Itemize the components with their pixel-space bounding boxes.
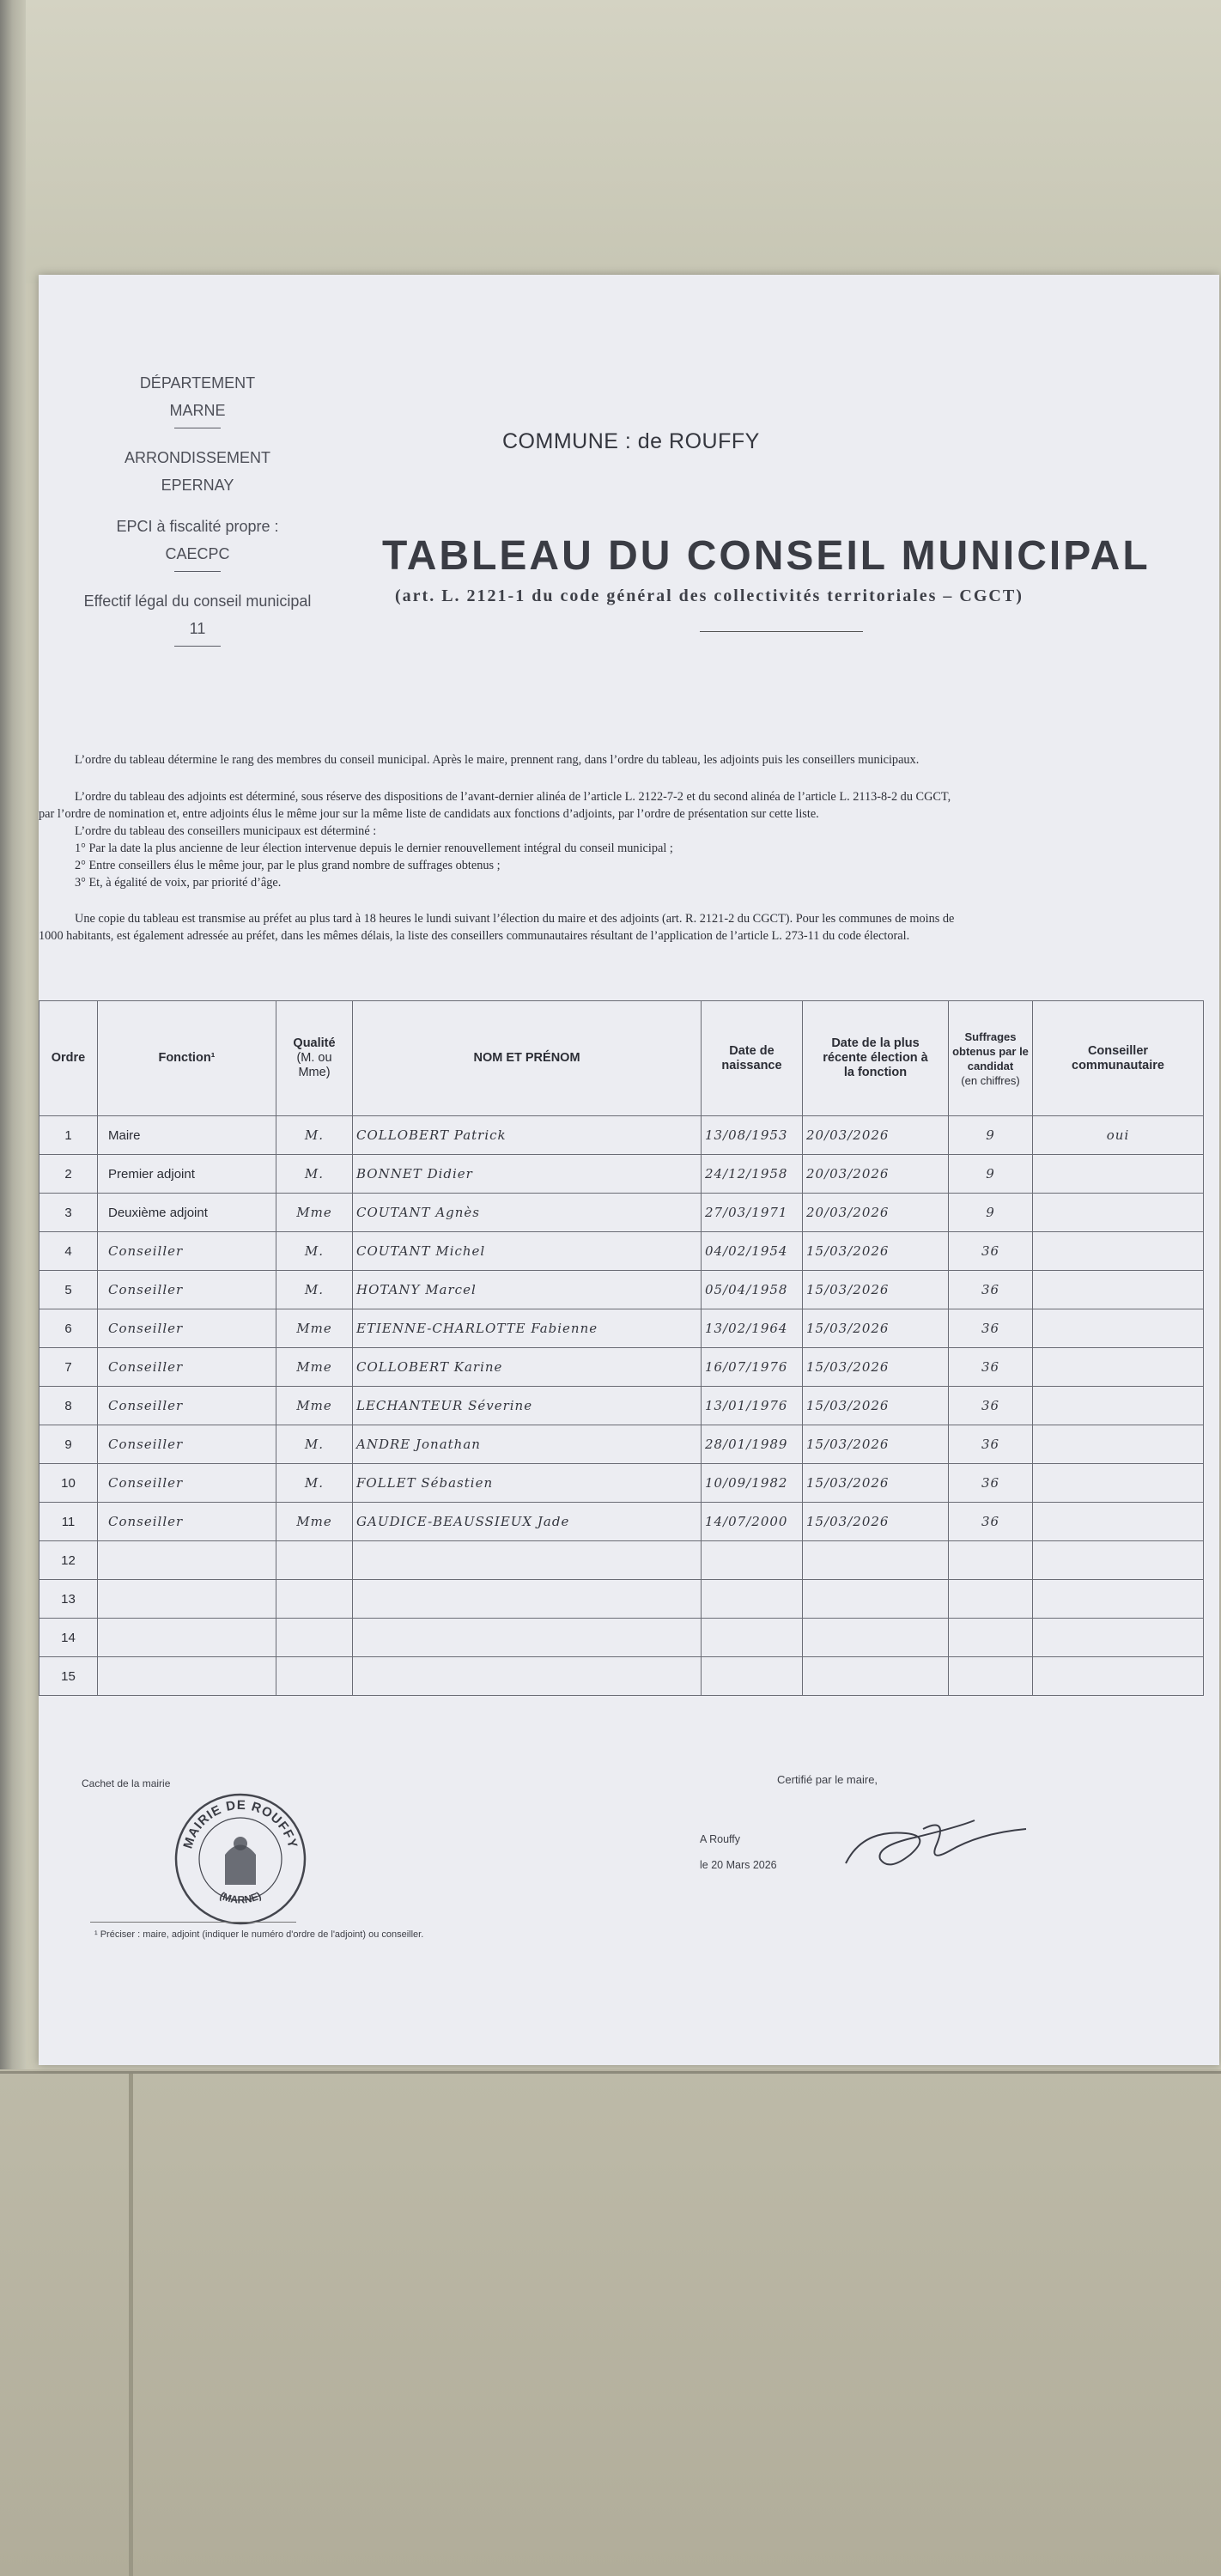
cell-qualite: Mme bbox=[276, 1387, 353, 1425]
cell-communautaire bbox=[1033, 1309, 1204, 1348]
intro-line: L’ordre du tableau des adjoints est déterminé, sous réserve des dispositions de l’avant-dernier alinéa de l’article L. 2122-7-2 et du second alinéa de l’article L. 2113-8-2 du CGCT, bbox=[75, 790, 951, 804]
cell-qualite: M. bbox=[276, 1425, 353, 1464]
cell-qualite: Mme bbox=[276, 1348, 353, 1387]
header-fonction: Fonction¹ bbox=[98, 1001, 276, 1116]
cell-ordre: 15 bbox=[39, 1657, 98, 1696]
cell-ordre: 3 bbox=[39, 1194, 98, 1232]
cell-communautaire bbox=[1033, 1155, 1204, 1194]
divider bbox=[174, 571, 221, 572]
cell-naissance bbox=[702, 1619, 803, 1657]
cell-ordre: 4 bbox=[39, 1232, 98, 1271]
cell-ordre: 7 bbox=[39, 1348, 98, 1387]
table-row bbox=[39, 1503, 1204, 1541]
header-ordre: Ordre bbox=[39, 1001, 98, 1116]
cell-suffrages: 36 bbox=[949, 1309, 1033, 1348]
signature-place: A Rouffy bbox=[700, 1833, 741, 1845]
cell-nom: COLLOBERT Patrick bbox=[353, 1116, 702, 1155]
certifie-label: Certifié par le maire, bbox=[777, 1773, 878, 1786]
cell-ordre: 8 bbox=[39, 1387, 98, 1425]
cell-election: 20/03/2026 bbox=[803, 1116, 949, 1155]
cell-ordre: 14 bbox=[39, 1619, 98, 1657]
cell-fonction: Conseiller bbox=[98, 1387, 276, 1425]
cell-naissance: 24/12/1958 bbox=[702, 1155, 803, 1194]
cell-ordre: 5 bbox=[39, 1271, 98, 1309]
cabinet-seam bbox=[0, 2071, 1221, 2074]
cell-qualite bbox=[276, 1580, 353, 1619]
cell-fonction bbox=[98, 1580, 276, 1619]
cell-qualite bbox=[276, 1541, 353, 1580]
cell-nom bbox=[353, 1619, 702, 1657]
cell-election: 20/03/2026 bbox=[803, 1155, 949, 1194]
cell-naissance: 13/02/1964 bbox=[702, 1309, 803, 1348]
cell-fonction: Conseiller bbox=[98, 1425, 276, 1464]
svg-text:MAIRIE DE ROUFFY: MAIRIE DE ROUFFY bbox=[180, 1797, 301, 1850]
cell-communautaire bbox=[1033, 1348, 1204, 1387]
page-title: TABLEAU DU CONSEIL MUNICIPAL bbox=[382, 533, 1151, 579]
header-nom: NOM ET PRÉNOM bbox=[353, 1001, 702, 1116]
cell-qualite: Mme bbox=[276, 1503, 353, 1541]
cabinet-panel bbox=[0, 2069, 1221, 2576]
cell-qualite: M. bbox=[276, 1155, 353, 1194]
intro-paragraph-2 bbox=[39, 788, 951, 891]
title-underline bbox=[700, 631, 863, 632]
document-sheet bbox=[39, 275, 1219, 2065]
cell-suffrages: 9 bbox=[949, 1155, 1033, 1194]
table-row bbox=[39, 1271, 1204, 1309]
cell-suffrages: 36 bbox=[949, 1271, 1033, 1309]
cell-fonction: Premier adjoint bbox=[98, 1155, 276, 1194]
header-qualite: Qualité (M. ou Mme) bbox=[276, 1001, 353, 1116]
cell-election bbox=[803, 1619, 949, 1657]
cell-nom: FOLLET Sébastien bbox=[353, 1464, 702, 1503]
cell-communautaire bbox=[1033, 1464, 1204, 1503]
cell-fonction bbox=[98, 1541, 276, 1580]
cell-qualite: M. bbox=[276, 1464, 353, 1503]
cell-ordre: 12 bbox=[39, 1541, 98, 1580]
cell-qualite: M. bbox=[276, 1232, 353, 1271]
cell-ordre: 10 bbox=[39, 1464, 98, 1503]
cell-communautaire bbox=[1033, 1194, 1204, 1232]
cell-naissance: 28/01/1989 bbox=[702, 1425, 803, 1464]
epci-value: CAECPC bbox=[165, 545, 230, 562]
cell-election bbox=[803, 1580, 949, 1619]
cell-naissance: 13/08/1953 bbox=[702, 1116, 803, 1155]
cell-communautaire bbox=[1033, 1271, 1204, 1309]
cell-naissance bbox=[702, 1541, 803, 1580]
cell-nom: ANDRE Jonathan bbox=[353, 1425, 702, 1464]
cell-election bbox=[803, 1657, 949, 1696]
table-row bbox=[39, 1387, 1204, 1425]
arrondissement-value: EPERNAY bbox=[161, 477, 234, 494]
cell-qualite: Mme bbox=[276, 1194, 353, 1232]
table-row bbox=[39, 1425, 1204, 1464]
cell-fonction: Conseiller bbox=[98, 1464, 276, 1503]
cell-election: 15/03/2026 bbox=[803, 1232, 949, 1271]
cell-ordre: 13 bbox=[39, 1580, 98, 1619]
cell-communautaire bbox=[1033, 1232, 1204, 1271]
footnote-rule bbox=[90, 1922, 296, 1923]
intro-line: 1000 habitants, est également adressée au préfet, dans les mêmes délais, la liste des conseillers communautaires résultant de l’application de l’article L. 273-11 du code électoral. bbox=[39, 929, 910, 943]
cell-suffrages: 9 bbox=[949, 1194, 1033, 1232]
administrative-block bbox=[73, 369, 322, 662]
cell-fonction: Conseiller bbox=[98, 1503, 276, 1541]
cell-ordre: 1 bbox=[39, 1116, 98, 1155]
cell-suffrages: 36 bbox=[949, 1425, 1033, 1464]
cell-fonction: Conseiller bbox=[98, 1348, 276, 1387]
cell-ordre: 11 bbox=[39, 1503, 98, 1541]
cell-qualite: M. bbox=[276, 1271, 353, 1309]
signature-date: le 20 Mars 2026 bbox=[700, 1859, 777, 1871]
cell-qualite bbox=[276, 1619, 353, 1657]
epci-label: EPCI à fiscalité propre : bbox=[116, 518, 279, 535]
cell-fonction bbox=[98, 1619, 276, 1657]
mayor-signature bbox=[829, 1795, 1035, 1889]
table-row bbox=[39, 1541, 1204, 1580]
cell-election: 15/03/2026 bbox=[803, 1309, 949, 1348]
divider bbox=[174, 646, 221, 647]
header-naissance: Date de naissance bbox=[702, 1001, 803, 1116]
cell-election: 15/03/2026 bbox=[803, 1503, 949, 1541]
cell-nom bbox=[353, 1657, 702, 1696]
cell-naissance: 05/04/1958 bbox=[702, 1271, 803, 1309]
mairie-stamp bbox=[172, 1790, 309, 1928]
table-row bbox=[39, 1580, 1204, 1619]
cell-fonction bbox=[98, 1657, 276, 1696]
cell-suffrages bbox=[949, 1657, 1033, 1696]
cell-nom: COUTANT Agnès bbox=[353, 1194, 702, 1232]
cell-naissance: 10/09/1982 bbox=[702, 1464, 803, 1503]
cell-fonction: Deuxième adjoint bbox=[98, 1194, 276, 1232]
cell-nom: COLLOBERT Karine bbox=[353, 1348, 702, 1387]
arrondissement-label: ARRONDISSEMENT bbox=[124, 449, 270, 466]
page-subtitle: (art. L. 2121-1 du code général des collectivités territoriales – CGCT) bbox=[395, 586, 1024, 605]
cell-election: 20/03/2026 bbox=[803, 1194, 949, 1232]
cell-ordre: 9 bbox=[39, 1425, 98, 1464]
cabinet-post bbox=[129, 2074, 133, 2576]
cell-naissance: 14/07/2000 bbox=[702, 1503, 803, 1541]
cell-election: 15/03/2026 bbox=[803, 1387, 949, 1425]
table-row bbox=[39, 1309, 1204, 1348]
table-row bbox=[39, 1619, 1204, 1657]
cell-suffrages bbox=[949, 1580, 1033, 1619]
cell-suffrages: 36 bbox=[949, 1348, 1033, 1387]
cell-communautaire bbox=[1033, 1580, 1204, 1619]
cell-suffrages bbox=[949, 1541, 1033, 1580]
cell-qualite: M. bbox=[276, 1116, 353, 1155]
cell-suffrages: 36 bbox=[949, 1232, 1033, 1271]
cell-fonction: Maire bbox=[98, 1116, 276, 1155]
intro-paragraph-3 bbox=[39, 910, 954, 945]
cell-naissance: 16/07/1976 bbox=[702, 1348, 803, 1387]
cell-communautaire bbox=[1033, 1387, 1204, 1425]
cell-election bbox=[803, 1541, 949, 1580]
commune-name: COMMUNE : de ROUFFY bbox=[502, 429, 760, 453]
cell-nom bbox=[353, 1541, 702, 1580]
table-row bbox=[39, 1155, 1204, 1194]
cell-naissance: 04/02/1954 bbox=[702, 1232, 803, 1271]
cell-nom: LECHANTEUR Séverine bbox=[353, 1387, 702, 1425]
departement-label: DÉPARTEMENT bbox=[139, 374, 256, 392]
cell-communautaire bbox=[1033, 1425, 1204, 1464]
cell-election: 15/03/2026 bbox=[803, 1464, 949, 1503]
cell-ordre: 6 bbox=[39, 1309, 98, 1348]
cell-communautaire bbox=[1033, 1503, 1204, 1541]
cell-election: 15/03/2026 bbox=[803, 1425, 949, 1464]
effectif-label: Effectif légal du conseil municipal bbox=[83, 592, 312, 610]
cell-qualite: Mme bbox=[276, 1309, 353, 1348]
cell-nom bbox=[353, 1580, 702, 1619]
table-row bbox=[39, 1464, 1204, 1503]
cell-nom: HOTANY Marcel bbox=[353, 1271, 702, 1309]
cell-fonction: Conseiller bbox=[98, 1232, 276, 1271]
intro-paragraph-1: L’ordre du tableau détermine le rang des membres du conseil municipal. Après le maire, prennent rang, dans l’ordre du tableau, les adjoints puis les conseillers municipaux. bbox=[75, 753, 920, 767]
intro-line: Une copie du tableau est transmise au préfet au plus tard à 18 heures le lundi suivant l’élection du maire et des adjoints (art. R. 2121-2 du CGCT). Pour les communes de moins de bbox=[75, 912, 955, 926]
cell-election: 15/03/2026 bbox=[803, 1348, 949, 1387]
cell-nom: COUTANT Michel bbox=[353, 1232, 702, 1271]
intro-line: 1° Par la date la plus ancienne de leur élection intervenue depuis le dernier renouvellement intégral du conseil municipal ; bbox=[75, 841, 673, 855]
cell-nom: GAUDICE-BEAUSSIEUX Jade bbox=[353, 1503, 702, 1541]
cell-communautaire bbox=[1033, 1541, 1204, 1580]
cell-qualite bbox=[276, 1657, 353, 1696]
cell-communautaire bbox=[1033, 1619, 1204, 1657]
cell-nom: ETIENNE-CHARLOTTE Fabienne bbox=[353, 1309, 702, 1348]
cell-communautaire bbox=[1033, 1657, 1204, 1696]
council-table bbox=[39, 1000, 1204, 1696]
departement-value: MARNE bbox=[169, 402, 226, 419]
cell-suffrages: 36 bbox=[949, 1503, 1033, 1541]
intro-line: 3° Et, à égalité de voix, par priorité d’âge. bbox=[75, 876, 282, 890]
wall-background bbox=[0, 0, 1221, 283]
table-row bbox=[39, 1116, 1204, 1155]
table-row bbox=[39, 1348, 1204, 1387]
cell-naissance: 13/01/1976 bbox=[702, 1387, 803, 1425]
cell-naissance bbox=[702, 1657, 803, 1696]
table-row bbox=[39, 1232, 1204, 1271]
cell-naissance bbox=[702, 1580, 803, 1619]
cell-fonction: Conseiller bbox=[98, 1309, 276, 1348]
table-header-row bbox=[39, 1001, 1204, 1116]
intro-line: par l’ordre de nomination et, entre adjoints élus le même jour sur la même liste de candidats aux fonctions d’adjoints, par l’ordre de présentation sur cette liste. bbox=[39, 807, 819, 821]
cell-naissance: 27/03/1971 bbox=[702, 1194, 803, 1232]
cell-suffrages: 36 bbox=[949, 1464, 1033, 1503]
table-row bbox=[39, 1657, 1204, 1696]
cell-suffrages: 9 bbox=[949, 1116, 1033, 1155]
cell-election: 15/03/2026 bbox=[803, 1271, 949, 1309]
cell-ordre: 2 bbox=[39, 1155, 98, 1194]
header-communautaire: Conseiller communautaire bbox=[1033, 1001, 1204, 1116]
intro-line: 2° Entre conseillers élus le même jour, par le plus grand nombre de suffrages obtenus ; bbox=[75, 859, 501, 872]
cell-nom: BONNET Didier bbox=[353, 1155, 702, 1194]
cell-fonction: Conseiller bbox=[98, 1271, 276, 1309]
cachet-label: Cachet de la mairie bbox=[82, 1777, 171, 1789]
effectif-value: 11 bbox=[189, 620, 206, 637]
cell-suffrages bbox=[949, 1619, 1033, 1657]
cell-suffrages: 36 bbox=[949, 1387, 1033, 1425]
cell-communautaire: oui bbox=[1033, 1116, 1204, 1155]
intro-line: L’ordre du tableau des conseillers municipaux est déterminé : bbox=[75, 824, 377, 838]
footnote: ¹ Préciser : maire, adjoint (indiquer le numéro d'ordre de l'adjoint) ou conseiller. bbox=[94, 1929, 424, 1940]
header-suffrages: Suffrages obtenus par le candidat (en chiffres) bbox=[949, 1001, 1033, 1116]
table-row bbox=[39, 1194, 1204, 1232]
header-election: Date de la plus récente élection à la fonction bbox=[803, 1001, 949, 1116]
svg-text:(MARNE): (MARNE) bbox=[217, 1889, 264, 1906]
